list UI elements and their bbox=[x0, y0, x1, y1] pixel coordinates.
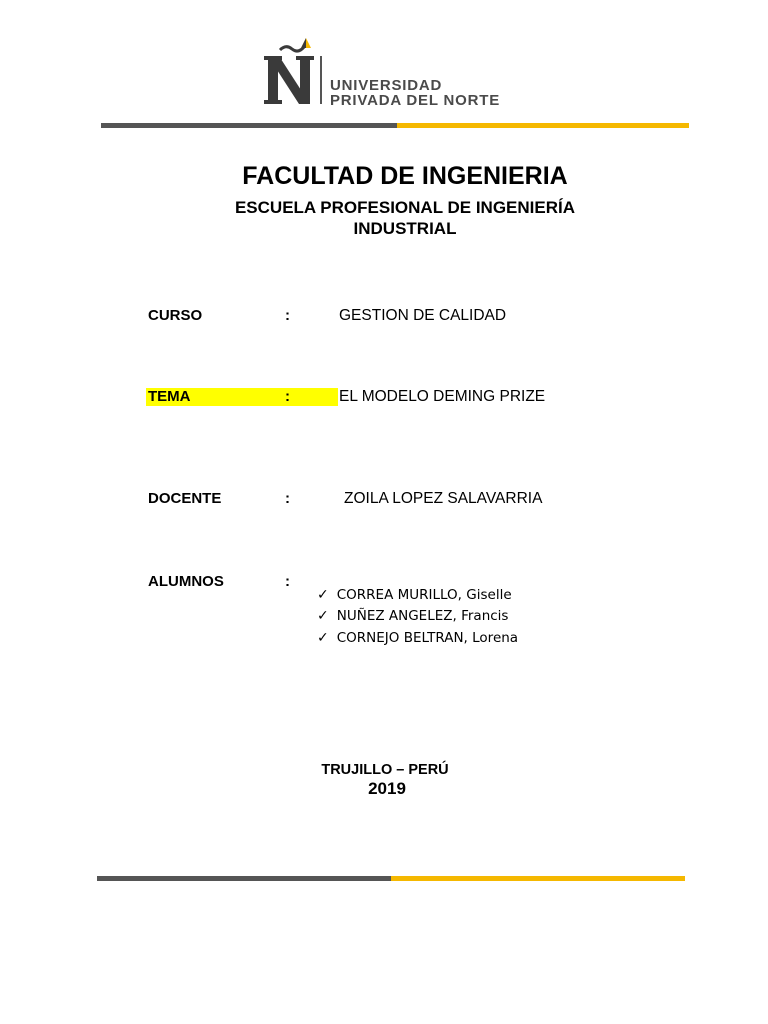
school-title-line-2: INDUSTRIAL bbox=[353, 219, 457, 238]
logo-line-2: PRIVADA DEL NORTE bbox=[330, 92, 501, 109]
top-divider-gold bbox=[397, 123, 689, 128]
alumnos-colon: : bbox=[285, 573, 290, 590]
logo-line-1: UNIVERSIDAD bbox=[330, 77, 443, 94]
student-name: CORREA MURILLO, Giselle bbox=[336, 587, 512, 603]
school-title-line-1: ESCUELA PROFESIONAL DE INGENIERÍA bbox=[234, 198, 576, 217]
logo-wordmark bbox=[330, 78, 500, 108]
city-label: TRUJILLO – PERÚ bbox=[321, 762, 449, 778]
checkmark-icon: ✓ bbox=[317, 608, 329, 624]
top-divider-dark bbox=[101, 123, 397, 128]
school-title bbox=[0, 197, 768, 239]
top-divider bbox=[101, 123, 689, 128]
faculty-title: FACULTAD DE INGENIERIA bbox=[242, 162, 568, 190]
student-list-item bbox=[317, 608, 508, 624]
checkmark-icon: ✓ bbox=[317, 630, 329, 646]
docente-colon: : bbox=[285, 490, 290, 507]
tema-value: EL MODELO DEMING PRIZE bbox=[339, 388, 546, 405]
curso-colon: : bbox=[285, 307, 290, 324]
bottom-divider bbox=[97, 876, 685, 881]
curso-label: CURSO bbox=[148, 307, 203, 324]
bottom-divider-dark bbox=[97, 876, 391, 881]
curso-value: GESTION DE CALIDAD bbox=[339, 307, 507, 324]
year-label: 2019 bbox=[368, 779, 406, 798]
student-list-item bbox=[317, 630, 518, 646]
checkmark-icon: ✓ bbox=[317, 587, 329, 603]
student-name: CORNEJO BELTRAN, Lorena bbox=[336, 630, 519, 646]
student-name: NUÑEZ ANGELEZ, Francis bbox=[336, 608, 509, 624]
student-list-item bbox=[317, 587, 512, 603]
tema-label: TEMA bbox=[148, 388, 191, 405]
tema-colon: : bbox=[285, 388, 290, 405]
alumnos-label: ALUMNOS bbox=[148, 573, 224, 590]
bottom-divider-gold bbox=[391, 876, 685, 881]
docente-value: ZOILA LOPEZ SALAVARRIA bbox=[344, 490, 543, 507]
docente-label: DOCENTE bbox=[148, 490, 222, 507]
